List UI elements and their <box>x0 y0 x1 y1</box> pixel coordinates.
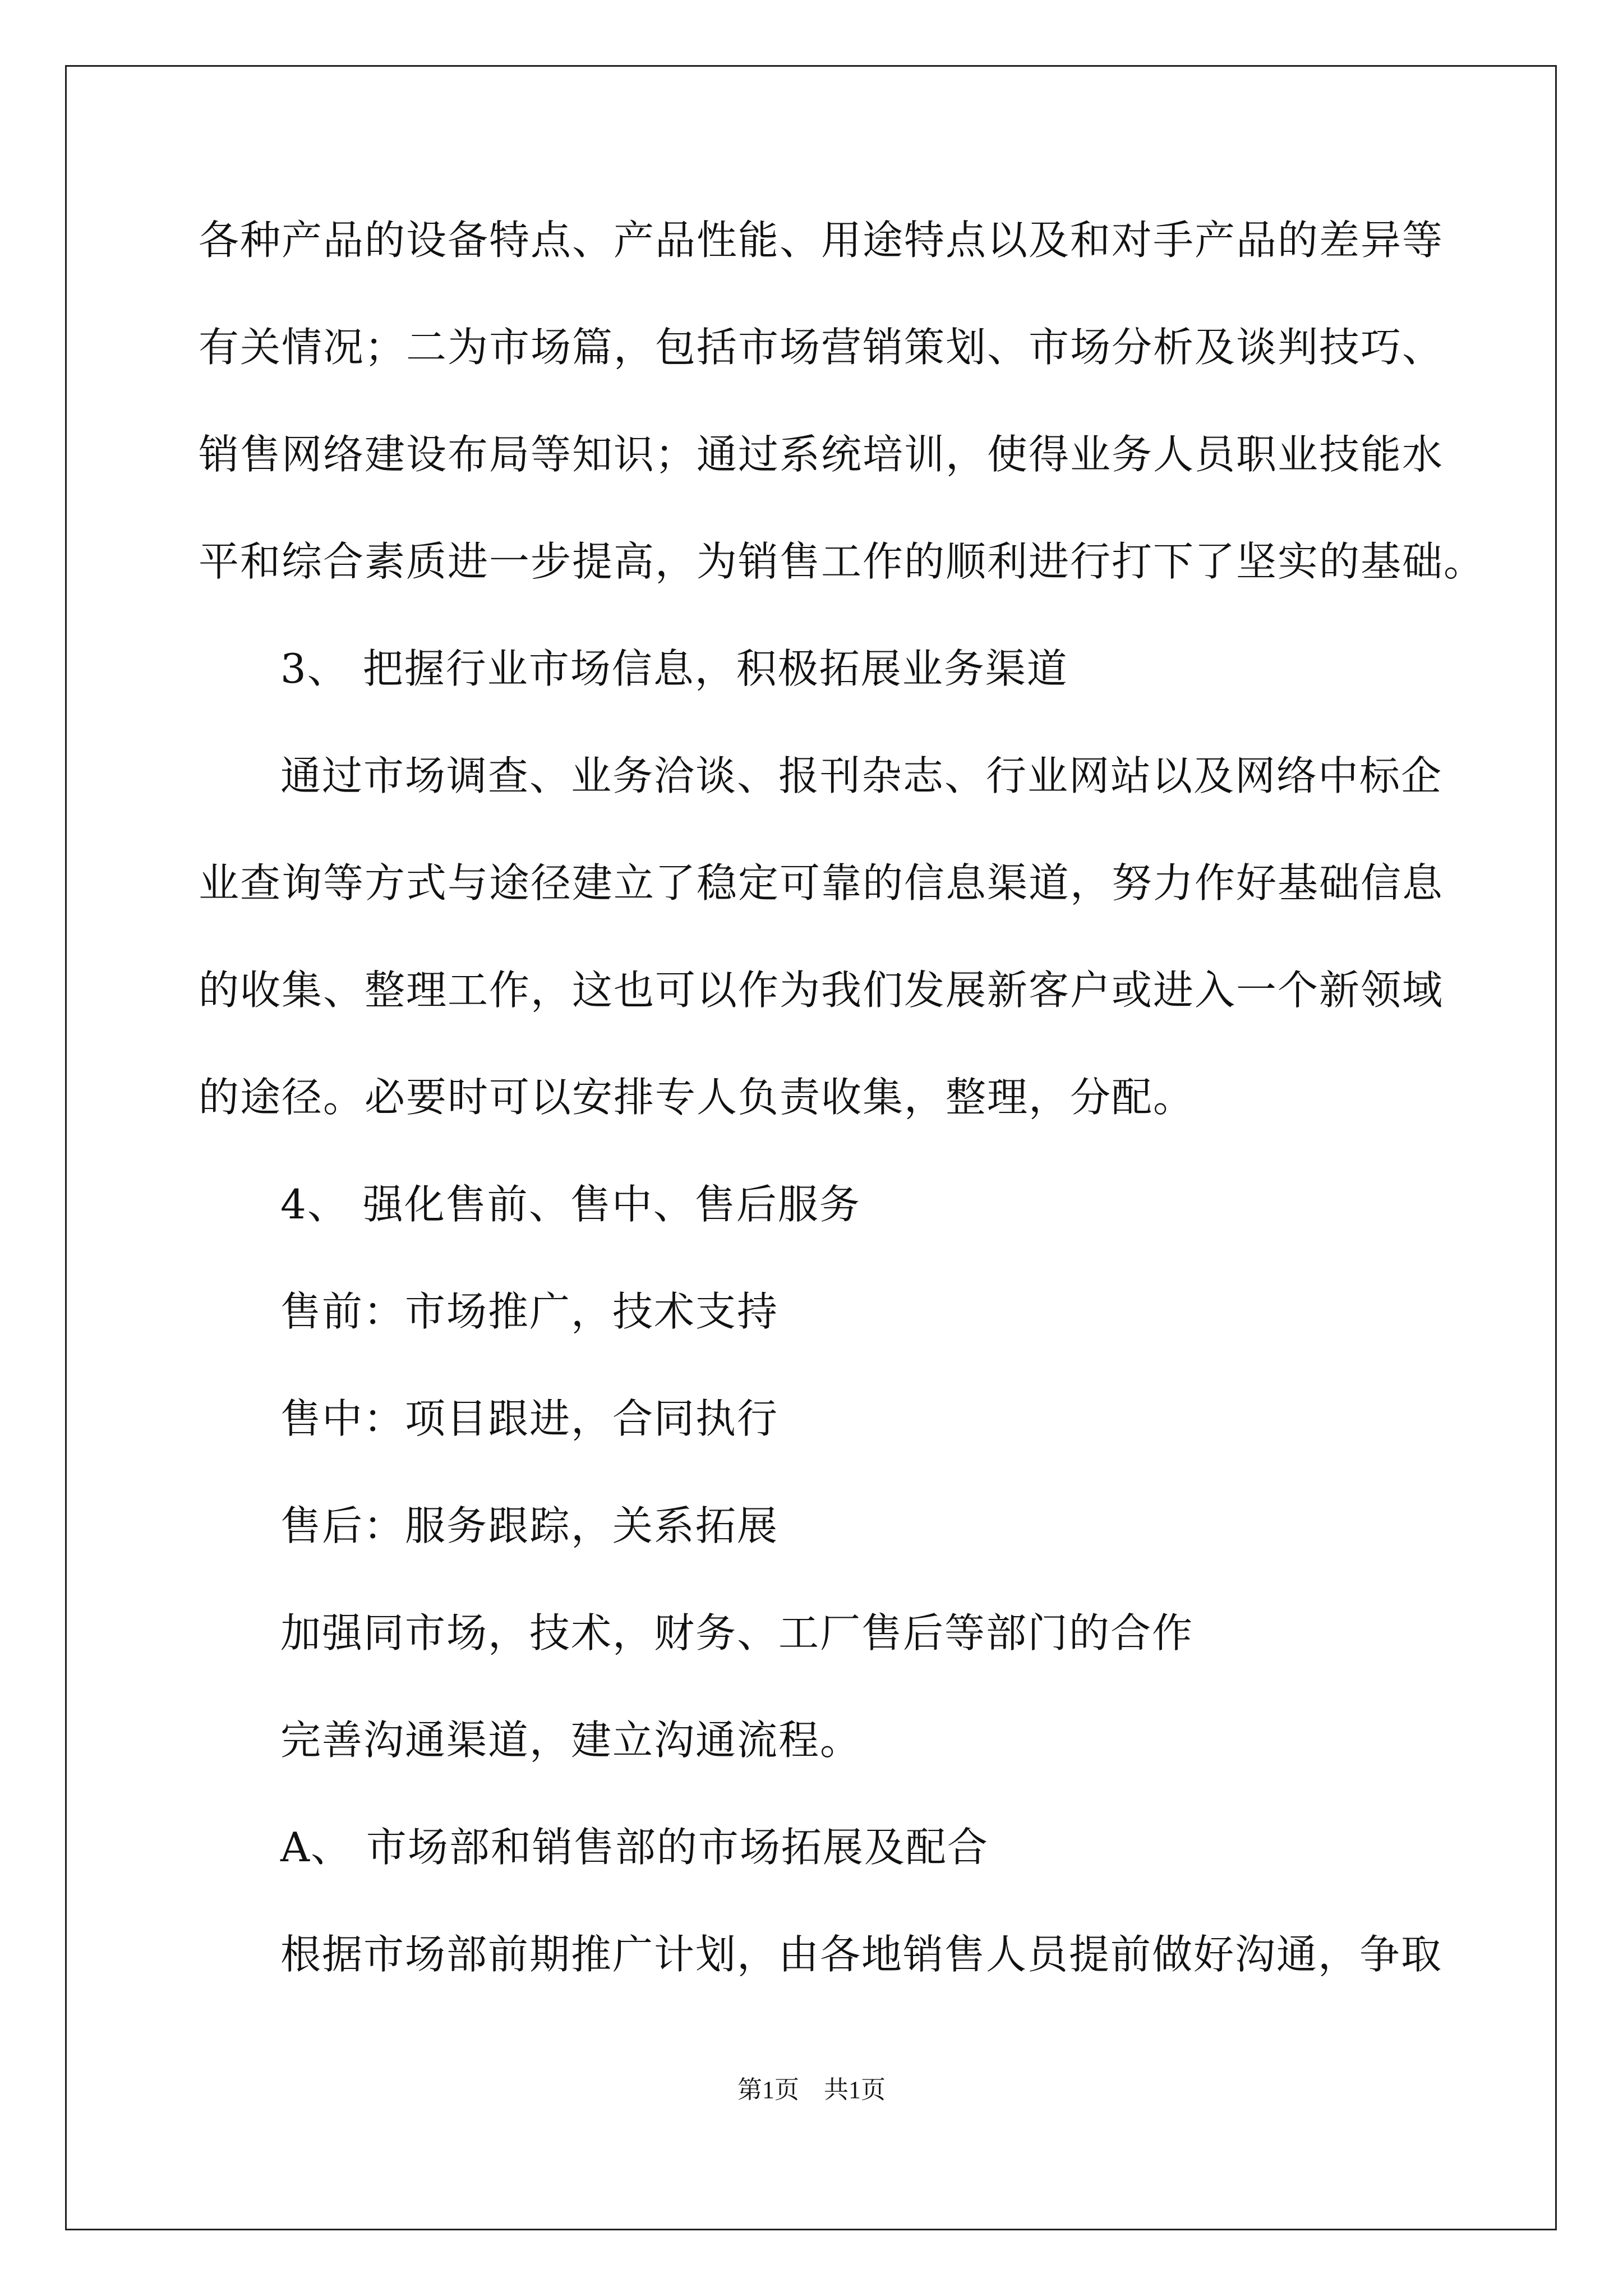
paragraph-line: 通过市场调查、业务洽谈、报刊杂志、行业网站以及网络中标企 <box>280 752 1443 799</box>
page-number-footer: 第1页 共1页 <box>737 2076 886 2104</box>
paragraph-line: 的途径。必要时可以安排专人负责收集，整理，分配。 <box>199 1074 1195 1121</box>
paragraph-line: 加强同市场，技术，财务、工厂售后等部门的合作 <box>280 1609 1194 1657</box>
document-body <box>199 213 1486 2035</box>
paragraph-line: 有关情况；二为市场篇，包括市场营销策划、市场分析及谈判技巧、 <box>199 324 1444 371</box>
list-item-insale: 售中：项目跟进，合同执行 <box>280 1395 779 1442</box>
paragraph-line: 的收集、整理工作，这也可以作为我们发展新客户或进入一个新领域 <box>199 967 1444 1014</box>
section-heading-4: 4、 强化售前、售中、售后服务 <box>280 1181 861 1228</box>
section-heading-3: 3、 把握行业市场信息，积极拓展业务渠道 <box>280 645 1068 692</box>
paragraph-line: 业查询等方式与途径建立了稳定可靠的信息渠道，努力作好基础信息 <box>199 859 1444 907</box>
section-heading-a: A、 市场部和销售部的市场拓展及配合 <box>280 1824 989 1871</box>
list-item-aftersale: 售后：服务跟踪，关系拓展 <box>280 1502 779 1549</box>
paragraph-line: 根据市场部前期推广计划，由各地销售人员提前做好沟通，争取 <box>280 1931 1443 1978</box>
paragraph-line: 销售网络建设布局等知识；通过系统培训，使得业务人员职业技能水 <box>199 431 1444 478</box>
paragraph-line: 平和综合素质进一步提高，为销售工作的顺利进行打下了坚实的基础。 <box>199 538 1486 585</box>
paragraph-line: 完善沟通渠道，建立沟通流程。 <box>280 1717 862 1764</box>
paragraph-line: 各种产品的设备特点、产品性能、用途特点以及和对手产品的差异等 <box>199 217 1444 264</box>
list-item-presale: 售前：市场推广，技术支持 <box>280 1288 779 1335</box>
